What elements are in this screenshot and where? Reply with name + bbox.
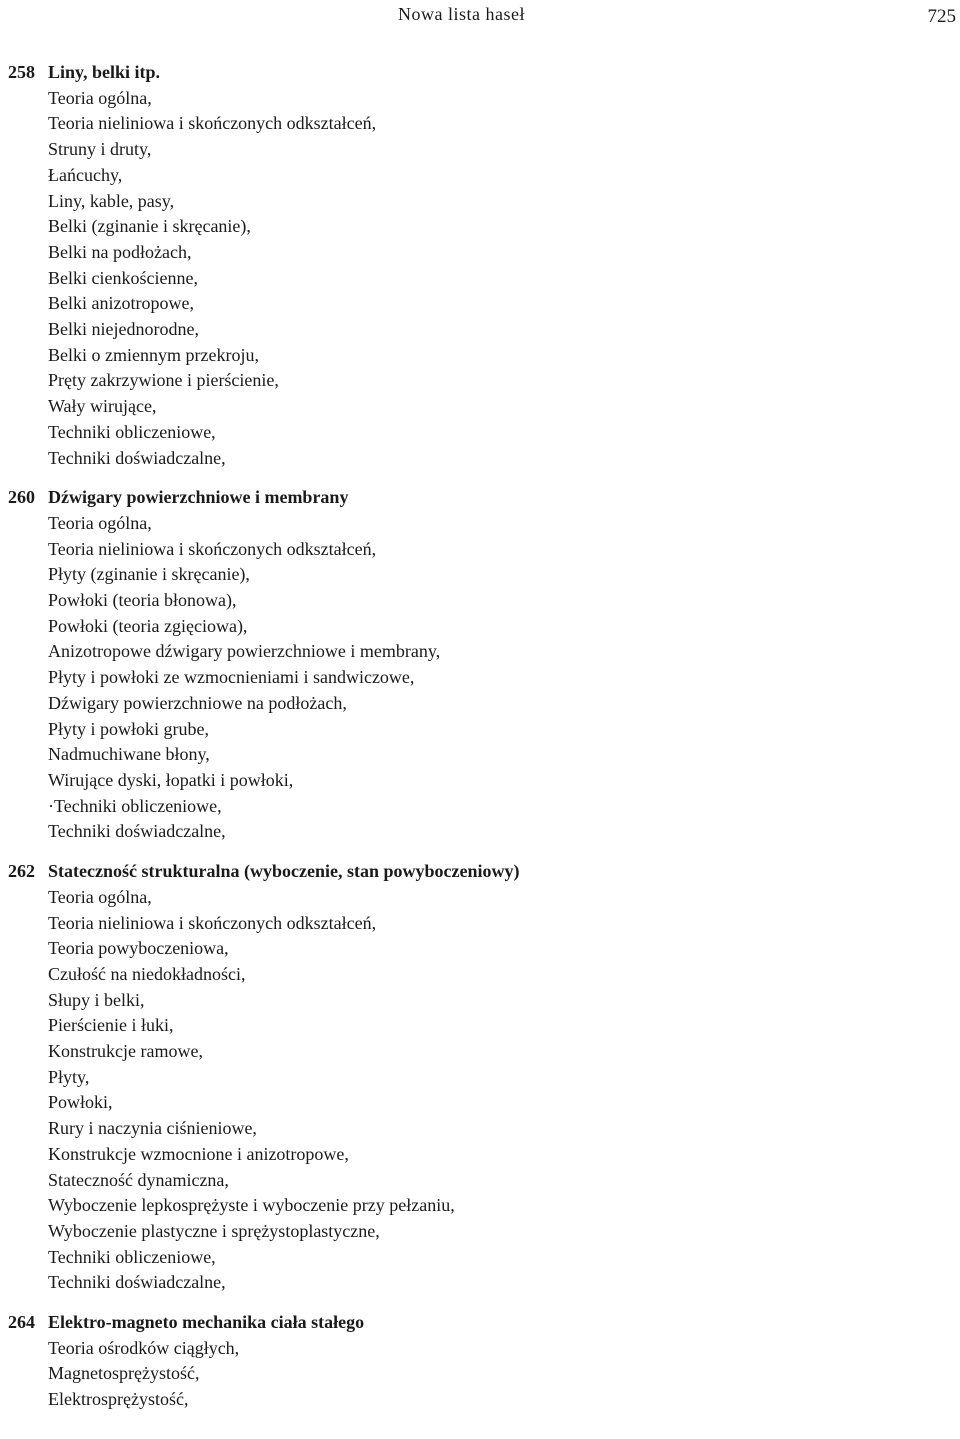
subentry: Wirujące dyski, łopatki i powłoki, [48, 769, 294, 790]
subentry: Teoria ogólna, [48, 87, 152, 108]
subentry: Płyty (zginanie i skręcanie), [48, 564, 250, 585]
subentry-list [8, 1336, 948, 1413]
subentry: ·Techniki obliczeniowe, [48, 795, 222, 816]
subentry: Belki cienkościenne, [48, 267, 198, 288]
section-title: Dźwigary powierzchniowe i membrany [48, 487, 349, 508]
subentry: Powłoki, [48, 1092, 113, 1113]
subentry: Czułość na niedokładności, [48, 963, 246, 984]
subentry: Wyboczenie plastyczne i sprężystoplastyczne, [48, 1220, 380, 1241]
subentry: Konstrukcje wzmocnione i anizotropowe, [48, 1143, 349, 1164]
subentry: Powłoki (teoria zgięciowa), [48, 615, 248, 636]
subentry: Teoria ogólna, [48, 512, 152, 533]
section-heading [8, 1310, 948, 1336]
section-heading [8, 60, 948, 86]
subentry: Belki na podłożach, [48, 241, 192, 262]
subentry: Powłoki (teoria błonowa), [48, 590, 237, 611]
subentry: Płyty i powłoki grube, [48, 718, 209, 739]
section-number: 264 [8, 1312, 35, 1333]
subentry: Konstrukcje ramowe, [48, 1041, 203, 1062]
section-number: 260 [8, 487, 35, 508]
section-262 [8, 859, 948, 1296]
page-number: 725 [927, 6, 956, 27]
page-content [8, 60, 948, 1427]
subentry: Dźwigary powierzchniowe na podłożach, [48, 692, 347, 713]
section-heading [8, 859, 948, 885]
section-264 [8, 1310, 948, 1413]
subentry: Wały wirujące, [48, 396, 157, 417]
section-title: Stateczność strukturalna (wyboczenie, stan powyboczeniowy) [48, 861, 520, 882]
subentry: Techniki obliczeniowe, [48, 1246, 216, 1267]
running-title: Nowa lista haseł [398, 4, 525, 24]
subentry-list [8, 885, 948, 1296]
section-number: 258 [8, 62, 35, 82]
subentry-list [8, 86, 948, 472]
subentry-list [8, 511, 948, 845]
subentry: Nadmuchiwane błony, [48, 744, 210, 765]
section-title: Elektro-magneto mechanika ciała stałego [48, 1312, 365, 1333]
subentry: Belki (zginanie i skręcanie), [48, 216, 251, 237]
subentry: Wyboczenie lepkosprężyste i wyboczenie przy pełzaniu, [48, 1195, 455, 1216]
subentry: Techniki doświadczalne, [48, 1272, 226, 1293]
subentry: Rury i naczynia ciśnieniowe, [48, 1118, 257, 1139]
section-title: Liny, belki itp. [48, 62, 161, 82]
section-heading [8, 485, 948, 511]
section-260 [8, 485, 948, 845]
subentry: Magnetosprężystość, [48, 1363, 200, 1384]
subentry: Techniki doświadczalne, [48, 447, 226, 468]
subentry: Elektrosprężystość, [48, 1389, 189, 1410]
subentry: Techniki doświadczalne, [48, 821, 226, 842]
subentry: Anizotropowe dźwigary powierzchniowe i membrany, [48, 641, 441, 662]
subentry: Teoria ogólna, [48, 886, 152, 907]
subentry: Teoria powyboczeniowa, [48, 938, 229, 959]
subentry: Techniki obliczeniowe, [48, 421, 216, 442]
subentry: Płyty i powłoki ze wzmocnieniami i sandwiczowe, [48, 667, 415, 688]
subentry: Teoria nieliniowa i skończonych odkształceń, [48, 538, 377, 559]
subentry: Płyty, [48, 1066, 90, 1087]
subentry: Słupy i belki, [48, 989, 145, 1010]
section-number: 262 [8, 861, 35, 882]
subentry: Pręty zakrzywione i pierścienie, [48, 370, 279, 391]
subentry: Teoria nieliniowa i skończonych odkształceń, [48, 912, 377, 933]
subentry: Liny, kable, pasy, [48, 190, 175, 211]
section-258 [8, 60, 948, 471]
subentry: Belki niejednorodne, [48, 319, 199, 340]
subentry: Teoria nieliniowa i skończonych odkształceń, [48, 113, 377, 134]
subentry: Łańcuchy, [48, 164, 123, 185]
subentry: Belki anizotropowe, [48, 293, 194, 314]
subentry: Pierścienie i łuki, [48, 1015, 174, 1036]
subentry: Struny i druty, [48, 139, 152, 160]
page-header [0, 2, 960, 30]
subentry: Belki o zmiennym przekroju, [48, 344, 259, 365]
subentry: Stateczność dynamiczna, [48, 1169, 229, 1190]
subentry: Teoria ośrodków ciągłych, [48, 1337, 240, 1358]
